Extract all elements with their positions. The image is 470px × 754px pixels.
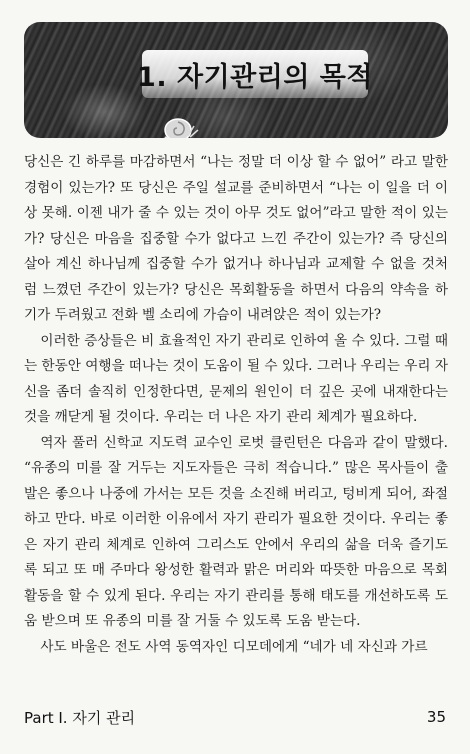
paragraph-4: 사도 바울은 전도 사역 동역자인 디모데에게 “네가 네 자신과 가르 [40,638,428,655]
banner-title-plate [137,50,373,98]
paragraph-2: 이러한 증상들은 비 효율적인 자기 관리로 인하여 올 수 있다. 그럴 때는 한동안 여행을 떠나는 것이 도움이 될 수 있다. 그러나 우리는 우리 자신을 좀더 솔직히 인정한다면, 문제의 원인이 더 깊은 곳에 내재한다는 것을 깨닫게 될 것이다. 우리는 더 나은 자기 관리 체계가 필요하다. [24,332,448,425]
page-number: 35 [426,708,446,726]
snail-illustration [158,106,202,138]
body-text [24,150,448,660]
paragraph-1: 당신은 긴 하루를 마감하면서 “나는 정말 더 이상 할 수 없어” 라고 말한 경험이 있는가? 또 당신은 주일 설교를 준비하면서 “나는 이 일을 더 이상 못해. 이젠 내가 줄 수 있는 것이 아무 것도 없어”라고 말한 적이 있는가? 당신은 마음을 집중할 수가 없다고 느낀 주간이 있는가? 즉 당신의 살아 계신 하나님께 집중할 수가 없거나 하나님과 교제할 수 없을 것처럼 느꼈던 주간이 있는가? 당신은 목회활동을 하면서 다음의 약속을 하기가 두려웠고 전화 벨 소리에 가슴이 내려앉은 적이 있는가? [24,154,448,323]
chapter-title: 1. 자기관리의 목적 [137,61,373,93]
paragraph-3: 역자 풀러 신학교 지도력 교수인 로벗 클린턴은 다음과 같이 말했다. “유종의 미를 잘 거두는 지도자들은 극히 적습니다.” 많은 목사들이 출발은 좋으나 나중에 가서는 모든 것을 소진해 버리고, 텅비게 되어, 좌절하고 만다. 바로 이러한 이유에서 자기 관리가 필요한 것이다. 우리는 좋은 자기 관리 체계로 인하여 그리스도 안에서 우리의 삶을 더욱 즐기도록 되고 또 매 주마다 왕성한 활력과 맑은 머리와 따뜻한 마음으로 목회활동을 할 수 있게 된다. 우리는 자기 관리를 통해 태도를 개선하도록 도움 받으며 또 유종의 미를 잘 거둘 수 있도록 도움 받는다. [24,434,448,629]
footer-section-label: Part Ⅰ. 자기 관리 [24,708,136,727]
chapter-banner [24,22,448,138]
page-footer [24,704,446,730]
